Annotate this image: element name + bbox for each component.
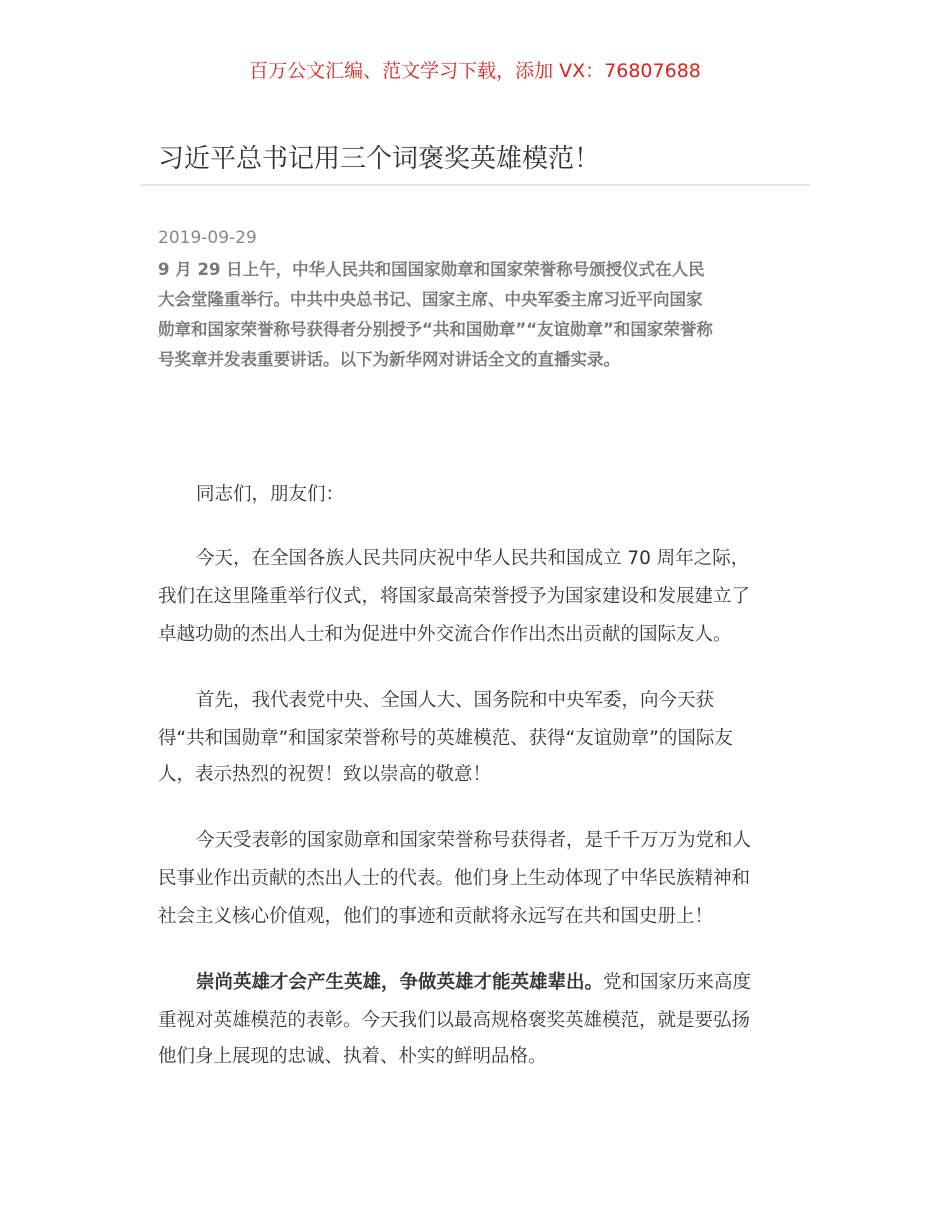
greeting: 同志们，朋友们： (196, 484, 345, 505)
paragraph-line: 今天，在全国各族人民共同庆祝中华人民共和国成立 70 周年之际， (196, 548, 750, 569)
line-rest: 党和国家历来高度 (603, 972, 752, 993)
summary-line: 号奖章并发表重要讲话。以下为新华网对讲话全文的直播实录。 (158, 350, 620, 369)
title-divider (140, 184, 810, 186)
bold-lead: 崇尚英雄才会产生英雄，争做英雄才能英雄辈出。 (196, 972, 604, 993)
paragraph-line (196, 968, 751, 994)
paragraph-line: 我们在这里隆重举行仪式，将国家最高荣誉授予为国家建设和发展建立了 (158, 586, 751, 607)
paragraph-line: 今天受表彰的国家勋章和国家荣誉称号获得者，是千千万万为党和人 (196, 830, 752, 851)
watermark-banner: 百万公文汇编、范文学习下载，添加 VX：76807688 (249, 60, 701, 82)
article-title: 习近平总书记用三个词褒奖英雄模范！ (158, 144, 601, 174)
paragraph-line: 民事业作出贡献的杰出人士的代表。他们身上生动体现了中华民族精神和 (158, 868, 751, 889)
paragraph-line: 人，表示热烈的祝贺！致以崇高的敬意！ (158, 764, 492, 785)
paragraph-line: 首先，我代表党中央、全国人大、国务院和中央军委，向今天获 (196, 690, 715, 711)
paragraph-line: 卓越功勋的杰出人士和为促进中外交流合作作出杰出贡献的国际友人。 (158, 624, 732, 645)
paragraph-line: 他们身上展现的忠诚、执着、朴实的鲜明品格。 (158, 1046, 547, 1067)
summary-line: 勋章和国家荣誉称号获得者分别授予“共和国勋章”“友谊勋章”和国家荣誉称 (158, 320, 713, 339)
article-date: 2019-09-29 (158, 228, 257, 248)
paragraph-line: 得“共和国勋章”和国家荣誉称号的英雄模范、获得“友谊勋章”的国际友 (158, 728, 733, 749)
paragraph-line: 社会主义核心价值观，他们的事迹和贡献将永远写在共和国史册上！ (158, 906, 714, 927)
summary-line: 9 月 29 日上午，中华人民共和国国家勋章和国家荣誉称号颁授仪式在人民 (158, 260, 705, 279)
paragraph-line: 重视对英雄模范的表彰。今天我们以最高规格褒奖英雄模范，就是要弘扬 (158, 1010, 751, 1031)
summary-line: 大会堂隆重举行。中共中央总书记、国家主席、中央军委主席习近平向国家 (158, 290, 703, 309)
